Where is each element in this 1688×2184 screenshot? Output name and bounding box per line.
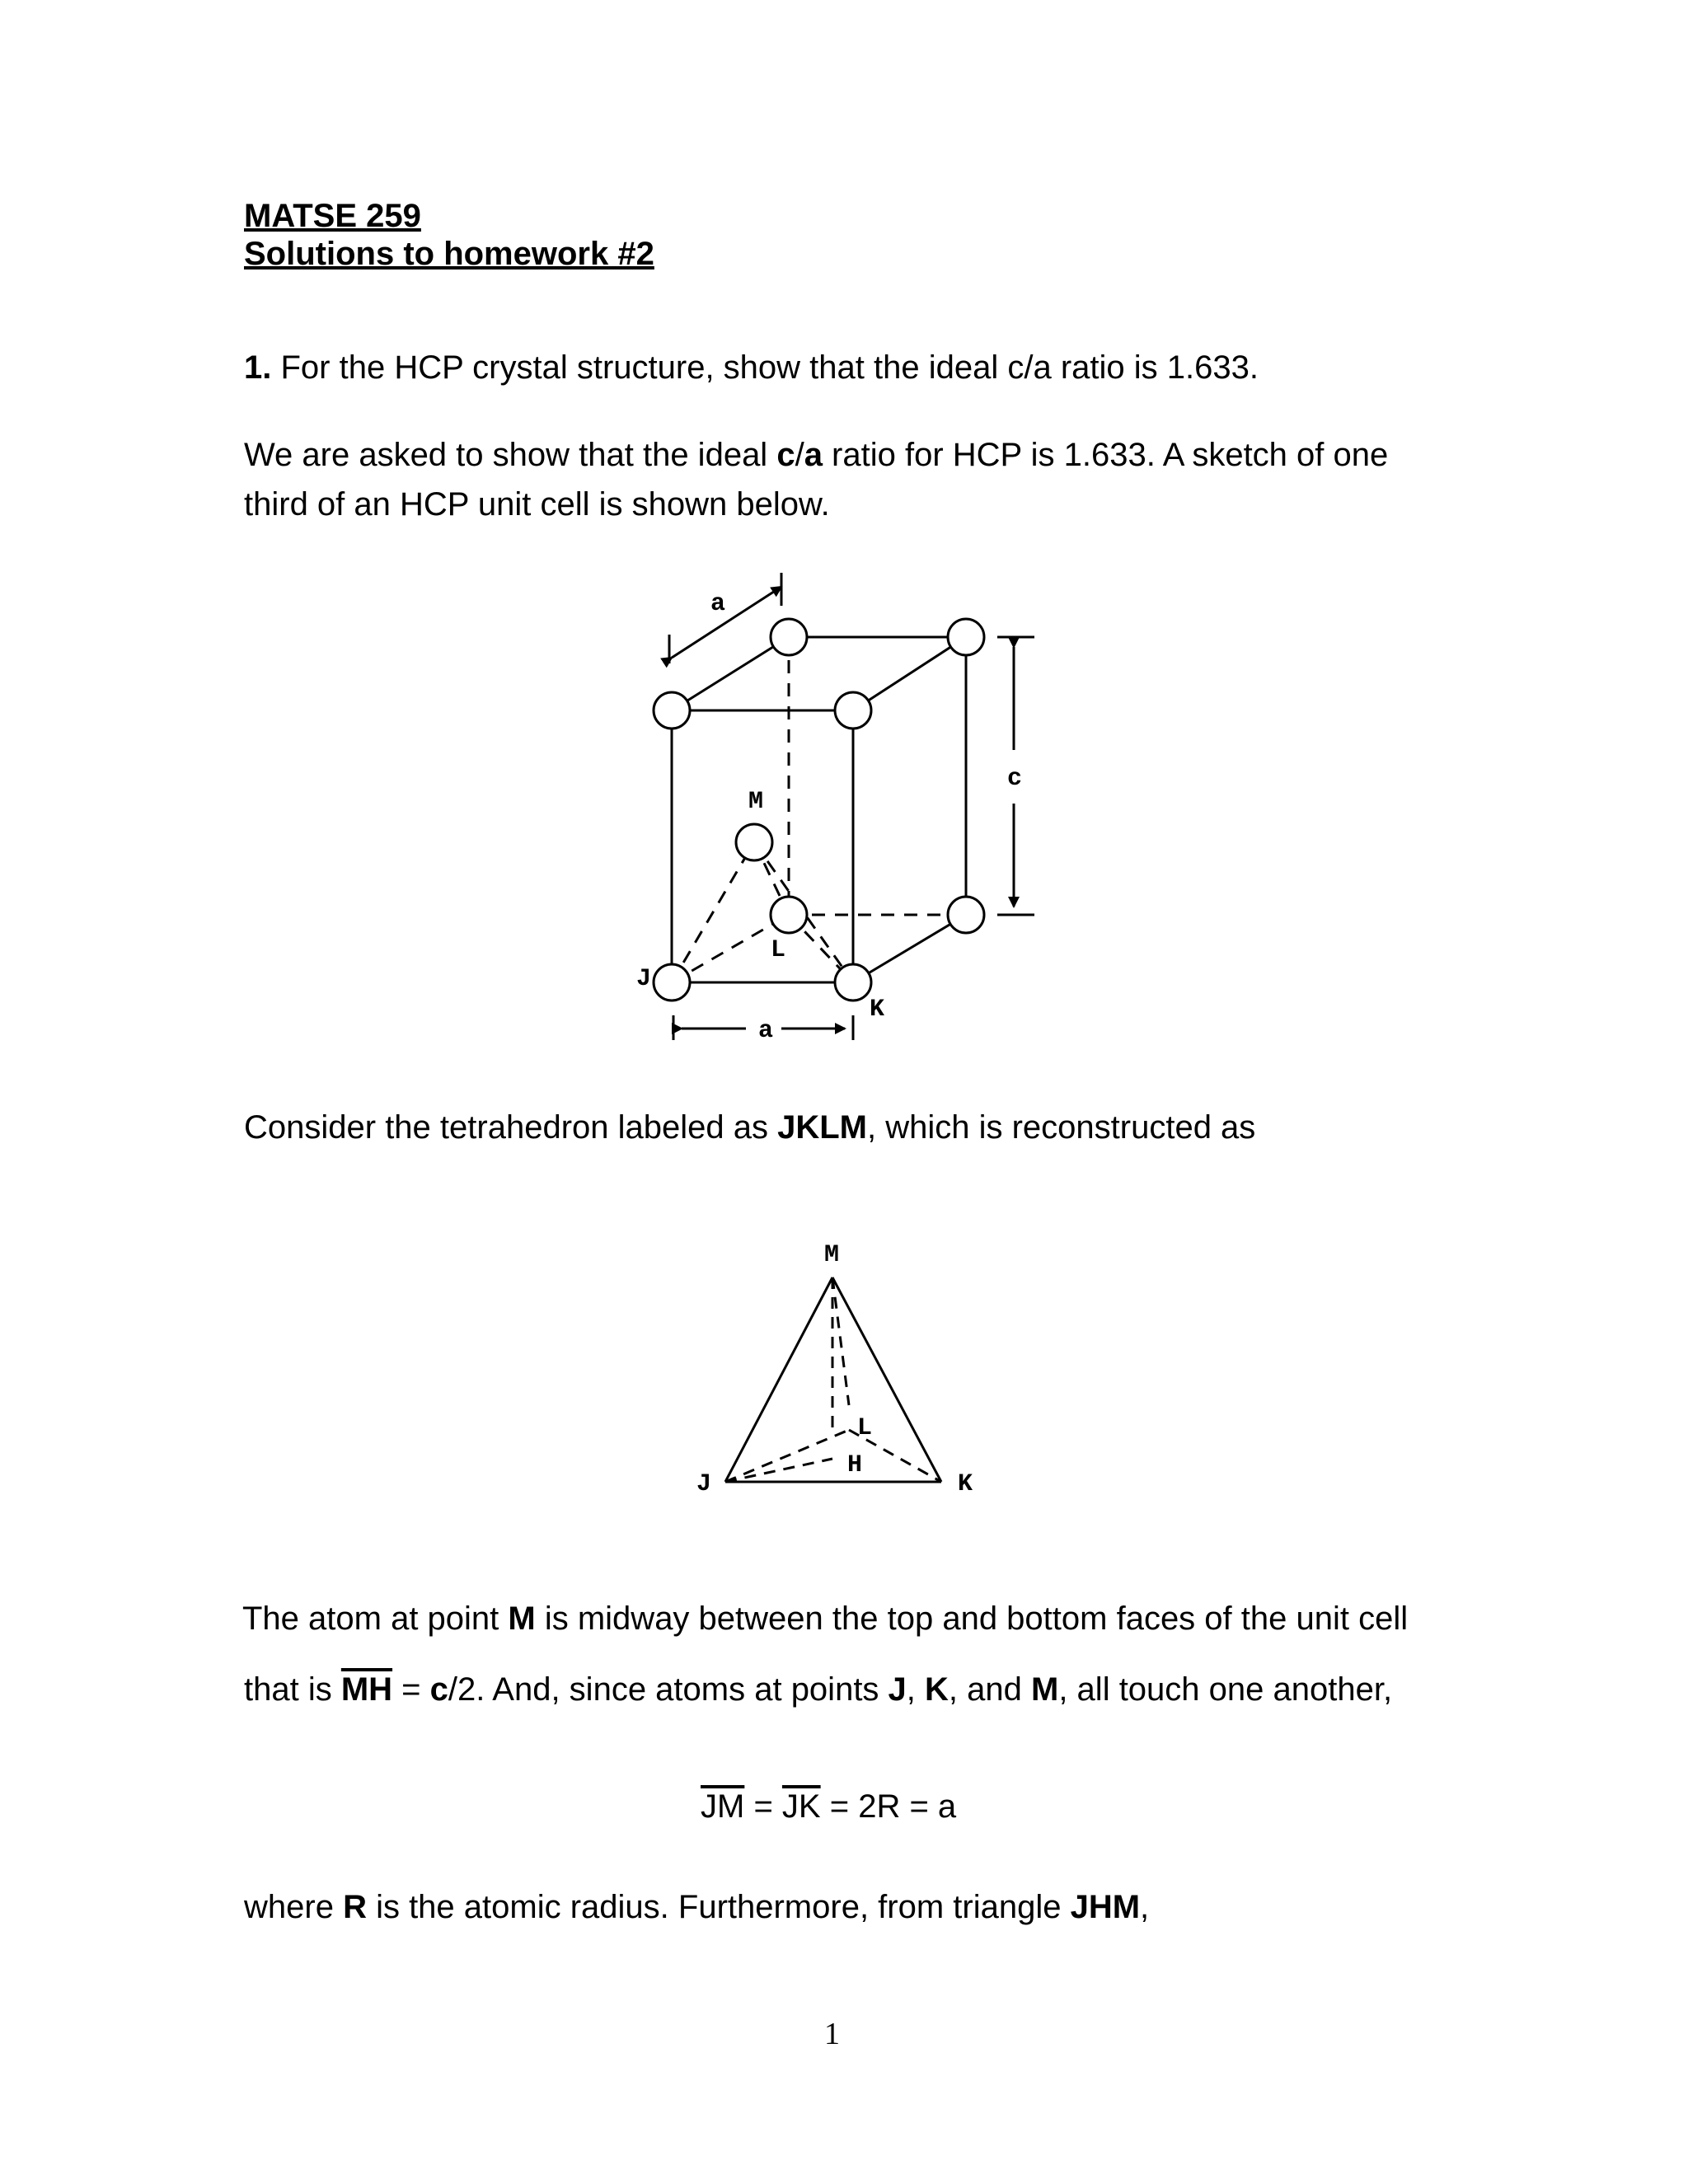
atom-L [771,897,807,933]
atom-K [835,964,871,1001]
para3-line2 [244,1670,1392,1709]
point-K: K [925,1671,949,1708]
symbol-c: c [776,437,795,473]
tetra-label-M: M [824,1241,840,1269]
para1-line2: third of an HCP unit cell is shown below. [244,486,830,523]
point-M: M [508,1601,536,1637]
problem-number: 1. [244,349,272,386]
label-L: L [771,936,786,964]
para2 [244,1108,1255,1147]
segment-JM: $\overline{JM}$ [701,1788,745,1825]
equation-rest: = 2R = a [820,1788,957,1825]
para2-text: Consider the tetrahedron labeled as [244,1109,778,1146]
para3-line1 [242,1599,1408,1638]
comma: , [906,1671,926,1708]
para3-l2-text: that is [244,1671,341,1708]
symbol-R: R [343,1889,367,1925]
tetra-edge-JM [672,842,754,982]
tetra2-edge-ML [832,1277,849,1405]
equation [701,1787,956,1826]
atom-back-top-left [771,619,807,655]
atom-J [654,964,690,1001]
point-M: M [1031,1671,1059,1708]
segment-MH: $\overline{MH}$ [340,1671,393,1708]
edge-top-left-diag [672,637,789,710]
para1-text: We are asked to show that the ideal [244,437,777,473]
para3-l2-mid: /2. And, since atoms at points [448,1671,889,1708]
atom-back-bottom-right [948,897,984,933]
slash: / [795,437,804,473]
atom-M [736,824,772,860]
problem-text: For the HCP crystal structure, show that the ideal c/a ratio is 1.633. [280,349,1259,386]
atom-front-top-left [654,692,690,729]
atom-back-top-right [948,619,984,655]
label-a-bottom: a [758,1017,774,1045]
label-c: c [1007,765,1023,793]
edge-top-right-diag [853,637,966,710]
para4-text-mid: is the atomic radius. Furthermore, from triangle [366,1889,1071,1925]
tetra2-edge-JL [725,1430,849,1482]
tetra2-edge-MJ [725,1277,832,1482]
symbol-c: c [429,1671,448,1708]
symbol-a: a [804,437,823,473]
para4-text: where [244,1889,344,1925]
label-J: J [636,965,652,993]
label-M: M [748,788,764,816]
label-a-top: a [710,590,726,618]
point-J: J [888,1671,907,1708]
para4-text-post: , [1140,1889,1150,1925]
tetra-label-J: J [696,1470,712,1498]
para3-text: The atom at point [242,1601,509,1637]
dim-a-top-arrow [672,587,781,658]
triangle-JHM: JHM [1070,1889,1141,1925]
tetra2-edge-JH [725,1459,832,1482]
segment-JK: $\overline{JK}$ [781,1788,821,1825]
tetra-label-L: L [857,1414,873,1442]
tetra-label-H: H [847,1451,863,1479]
tetrahedron-name: JKLM [777,1109,867,1146]
course-heading: MATSE 259 [244,198,421,234]
edge-bottom-right-diag [853,915,966,982]
label-K: K [870,996,885,1024]
para4 [244,1887,1149,1927]
para1-text-post: ratio for HCP is 1.633. A sketch of one [822,437,1389,473]
para2-text-post: , which is reconstructed as [866,1109,1256,1146]
tetra-label-K: K [958,1470,973,1498]
and-text: , and [948,1671,1031,1708]
atom-front-top-right [835,692,871,729]
equals: = [744,1788,782,1825]
para3-text-post: is midway between the top and bottom faces of the unit cell [535,1601,1409,1637]
page-number: 1 [824,2017,840,2051]
homework-title: Solutions to homework #2 [244,236,654,272]
para3-l2-end: , all touch one another, [1058,1671,1393,1708]
equals: = [392,1671,430,1708]
